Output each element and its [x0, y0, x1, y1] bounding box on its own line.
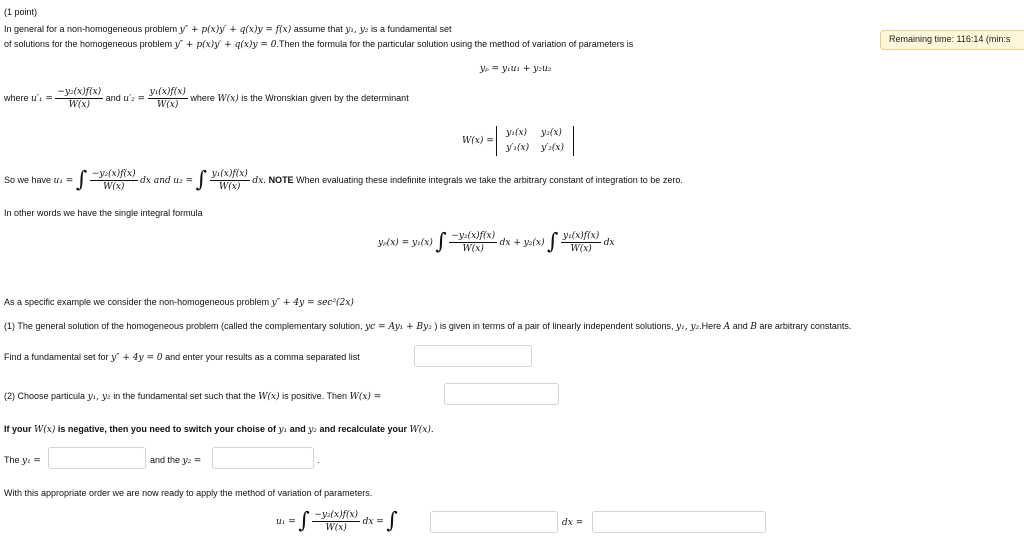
- timer-value: 116:14 (min:s: [956, 34, 1011, 44]
- integral-sign: ∫: [195, 167, 208, 193]
- period: .: [317, 455, 320, 465]
- single-integral-intro: In other words we have the single integral formula: [4, 208, 203, 218]
- u1-prime-fraction: $\frac{\text{−y₂(x)f(x)}}{W(x)}$: [57, 87, 102, 110]
- integral-sign: ∫: [75, 167, 88, 193]
- part1-line: (1) The general solution of the homogeneous problem (called the complementary solution, yc = Ay₁ + By₂ ) is given in terms of a pair of linearly independent solutions, y₁, y₂.Here A and B are arbitrary constants.: [4, 321, 852, 332]
- ready-text: With this appropriate order we are now ready to apply the method of variation of parameters.: [4, 488, 373, 498]
- integral-sign: ∫: [435, 229, 447, 255]
- the-y2-label: and the y₂ =: [150, 455, 202, 466]
- y1-input[interactable]: [48, 447, 146, 469]
- intro-line-2: of solutions for the homogeneous problem y″ + p(x)y′ + q(x)y = 0.Then the formula for the particular solution using the method of variation of parameters is: [4, 39, 634, 50]
- integral-sign: ∫: [547, 229, 559, 255]
- fundamental-set-input[interactable]: [414, 345, 532, 367]
- wronskian-determinant: W(x) = y₁(x) y₂(x) y′₁(x) y′₂(x): [462, 126, 574, 156]
- y2-input[interactable]: [212, 447, 314, 469]
- fundamental-set-prompt: Find a fundamental set for y″ + 4y = 0 and enter your results as a comma separated list: [4, 352, 360, 363]
- example-line: As a specific example we consider the non-homogeneous problem y″ + 4y = sec²(2x): [4, 297, 354, 308]
- warning-line: If your W(x) is negative, then you need to switch your choise of y₁ and y₂ and recalculate your W(x).: [4, 424, 434, 435]
- dx-equals-label: dx =: [562, 518, 584, 528]
- where-u-line: where u′₁ = $\frac{\text{−y₂(x)f(x)}}{W(x)}$ and u′₂ = $\frac{\text{y₁(x)f(x)}}{W(x)}$ where W(x) is the Wronskian given by the determinant: [4, 87, 409, 110]
- wronskian-input[interactable]: [444, 383, 559, 405]
- part2-line: (2) Choose particula y₁, y₂ in the fundamental set such that the W(x) is positive. Then W(x) =: [4, 391, 382, 402]
- integral-sign: ∫: [386, 508, 398, 534]
- u1-integrand-input[interactable]: [430, 511, 558, 533]
- single-integral-formula: yₚ(x) = y₁(x) ∫ $\frac{\text{−y₂(x)f(x)}}{W(x)}$ dx + y₂(x) ∫ $\frac{\text{y₁(x)f(x)}}{W(x)}$ dx: [378, 229, 615, 255]
- the-y1-label: The y₁ =: [4, 455, 41, 466]
- yp-formula: yₚ = y₁u₁ + y₂u₂: [480, 64, 552, 74]
- remaining-time-badge: [880, 30, 1024, 50]
- u1-result-input[interactable]: [592, 511, 766, 533]
- intro-line-1: In general for a non-homogeneous problem y″ + p(x)y′ + q(x)y = f(x) assume that y₁, y₂ is a fundamental set: [4, 24, 452, 35]
- points-label: (1 point): [4, 7, 38, 17]
- u1-integral-line: u₁ = ∫ $\frac{\text{−y₂(x)f(x)}}{W(x)}$ dx = ∫: [276, 508, 398, 534]
- note-label: NOTE: [268, 174, 294, 185]
- so-we-have-line: So we have u₁ = ∫ $\frac{\text{−y₂(x)f(x)}}{W(x)}$ dx and u₂ = ∫ $\frac{\text{y₁(x)f(x)}}{W(x)}$ dx. NOTE When evaluating these indefinite integrals we take the arbitrary constant of integration to be zero.: [4, 167, 683, 193]
- timer-label: Remaining time:: [889, 34, 955, 44]
- u2-prime-fraction: $\frac{\text{y₁(x)f(x)}}{W(x)}$: [149, 87, 186, 110]
- determinant-matrix: y₁(x) y₂(x) y′₁(x) y′₂(x): [496, 126, 574, 156]
- integral-sign: ∫: [298, 508, 310, 534]
